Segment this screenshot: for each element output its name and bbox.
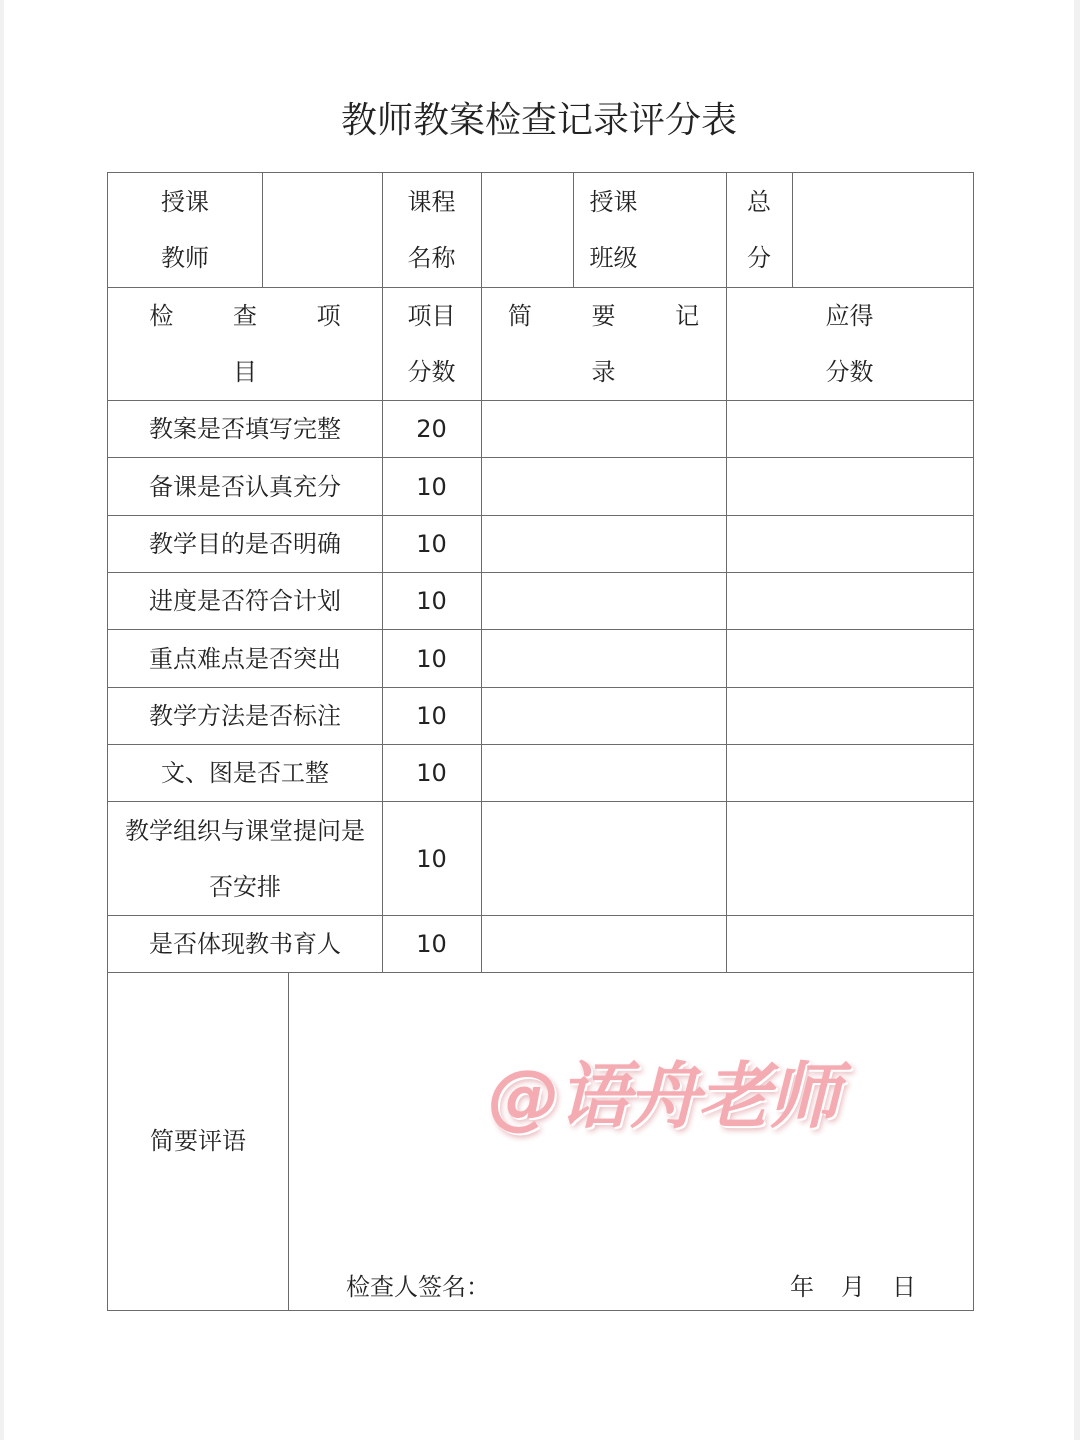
- grid-line: [108, 400, 973, 401]
- earned-score-field[interactable]: [726, 802, 973, 915]
- grid-line: [573, 173, 574, 287]
- earned-score-field[interactable]: [726, 630, 973, 687]
- document-page: [4, 0, 1074, 1440]
- course-value-field[interactable]: [481, 173, 573, 287]
- record-field[interactable]: [481, 458, 726, 515]
- grid-line: [108, 629, 973, 630]
- record-field[interactable]: [481, 572, 726, 629]
- record-field[interactable]: [481, 744, 726, 801]
- grid-line: [108, 457, 973, 458]
- column-header-item: 检 查 项 目: [149, 301, 367, 386]
- watermark: @语舟老师: [488, 1054, 839, 1138]
- grid-line: [108, 915, 973, 916]
- grid-line: [108, 687, 973, 688]
- table-row-score: 10: [416, 929, 447, 958]
- grid-line: [792, 173, 793, 287]
- teacher-value-field[interactable]: [263, 173, 382, 287]
- table-row-score: 10: [416, 586, 447, 615]
- class-value-field[interactable]: [654, 173, 726, 287]
- total-value-field[interactable]: [792, 173, 973, 287]
- column-header-earned: 应得 分数: [825, 301, 874, 386]
- column-header-record: 简 要 记 录: [507, 301, 726, 386]
- date-day-label: 日: [892, 1273, 916, 1301]
- date-year-label: 年: [790, 1273, 814, 1301]
- earned-score-field[interactable]: [726, 915, 973, 972]
- date-month-label: 月: [841, 1273, 865, 1301]
- table-row-item: 教学组织与课堂提问是 否安排: [125, 816, 365, 901]
- grid-line: [108, 515, 973, 516]
- grid-line: [288, 972, 289, 1310]
- grid-line: [108, 801, 973, 802]
- class-label: 授课 班级: [589, 188, 638, 272]
- inspector-signature-label: 检查人签名：: [346, 1273, 490, 1301]
- table-row-score: 10: [416, 529, 447, 558]
- table-row-item: 是否体现教书育人: [149, 929, 341, 958]
- table-row-score: 20: [416, 414, 447, 443]
- teacher-label: 授课 教师: [161, 188, 209, 272]
- table-row-score: 10: [416, 701, 447, 730]
- earned-score-field[interactable]: [726, 744, 973, 801]
- total-label: 总 分: [747, 188, 771, 272]
- record-field[interactable]: [481, 802, 726, 915]
- earned-score-field[interactable]: [726, 687, 973, 744]
- course-label: 课程 名称: [407, 188, 456, 272]
- record-field[interactable]: [481, 400, 726, 457]
- grid-line: [108, 972, 973, 973]
- record-field[interactable]: [481, 687, 726, 744]
- earned-score-field[interactable]: [726, 572, 973, 629]
- table-row-item: 进度是否符合计划: [149, 586, 341, 615]
- earned-score-field[interactable]: [726, 458, 973, 515]
- table-row-item: 教学方法是否标注: [149, 701, 341, 730]
- column-header-item-score: 项目 分数: [407, 301, 456, 386]
- record-field[interactable]: [481, 515, 726, 572]
- record-field[interactable]: [481, 630, 726, 687]
- table-row-score: 10: [416, 844, 447, 873]
- table-row-score: 10: [416, 644, 447, 673]
- comment-label: 简要评语: [150, 1127, 246, 1155]
- page-title: 教师教案检查记录评分表: [340, 100, 737, 141]
- grid-line: [108, 572, 973, 573]
- table-row-item: 文、图是否工整: [161, 758, 329, 787]
- grid-line: [262, 173, 263, 287]
- table-row-score: 10: [416, 472, 447, 501]
- grid-line: [108, 287, 973, 288]
- table-row-item: 教案是否填写完整: [149, 414, 341, 443]
- table-row-item: 重点难点是否突出: [149, 644, 341, 673]
- table-row-score: 10: [416, 758, 447, 787]
- table-row-item: 教学目的是否明确: [149, 529, 341, 558]
- earned-score-field[interactable]: [726, 515, 973, 572]
- earned-score-field[interactable]: [726, 400, 973, 457]
- table-row-item: 备课是否认真充分: [149, 472, 341, 501]
- record-field[interactable]: [481, 915, 726, 972]
- grid-line: [108, 744, 973, 745]
